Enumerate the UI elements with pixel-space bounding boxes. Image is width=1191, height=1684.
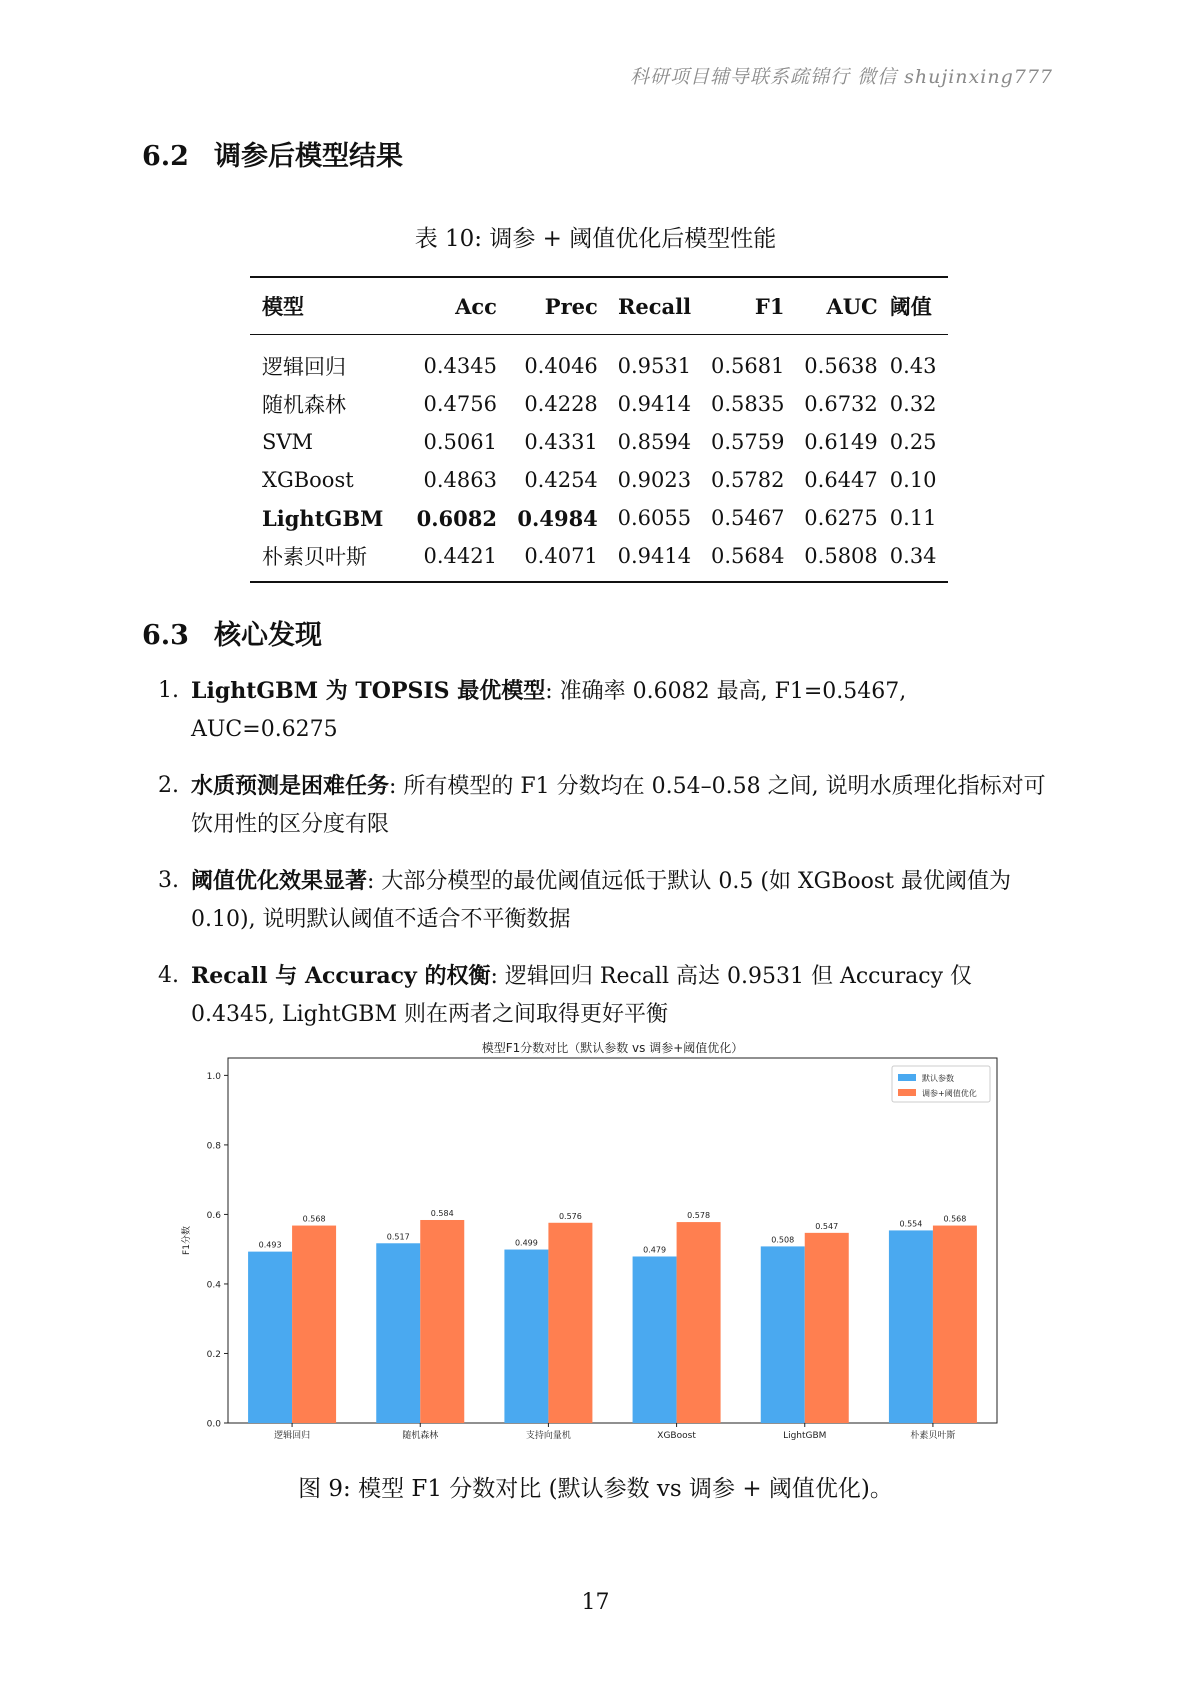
table-row xyxy=(250,537,948,582)
table-cell: 0.9414 xyxy=(617,544,692,568)
table-caption: 表 10: 调参 + 阈值优化后模型性能 xyxy=(414,226,777,252)
bar xyxy=(420,1220,464,1423)
table-cell: 0.5759 xyxy=(710,430,785,454)
section-heading-6-3 xyxy=(142,613,322,652)
table-cell: 0.4756 xyxy=(423,392,497,416)
table-cell: LightGBM xyxy=(262,505,384,531)
table-cell: 0.25 xyxy=(889,430,937,454)
watermark: 科研项目辅导联系疏锦行 微信 shujinxing777 xyxy=(630,66,1053,88)
x-tick-label: 支持向量机 xyxy=(525,1431,571,1441)
page-number: 17 xyxy=(581,1590,610,1615)
y-tick-label: 0.4 xyxy=(206,1280,221,1291)
table-cell: 0.9414 xyxy=(617,392,692,416)
bar-data-label: 0.584 xyxy=(430,1208,454,1218)
table-cell: 0.5681 xyxy=(710,354,785,378)
bar-data-label: 0.499 xyxy=(514,1238,538,1248)
table-cell: 0.32 xyxy=(889,392,937,416)
table-cell: 0.6082 xyxy=(416,505,497,531)
table-cell: 0.4345 xyxy=(423,354,497,378)
section-title: 核心发现 xyxy=(214,620,322,651)
y-tick-label: 1.0 xyxy=(206,1071,221,1082)
bar xyxy=(889,1230,933,1423)
list-index: 3. xyxy=(158,868,179,893)
table-cell: 随机森林 xyxy=(262,393,346,417)
table-cell: 0.8594 xyxy=(617,430,692,454)
section-heading-6-2 xyxy=(142,134,403,173)
section-number: 6.2 xyxy=(142,141,189,172)
legend-swatch xyxy=(898,1074,916,1081)
table-row xyxy=(250,335,948,386)
table-cell: 0.5782 xyxy=(710,468,785,492)
table-cell: 0.5638 xyxy=(804,354,878,378)
table-cell: 0.4984 xyxy=(517,505,598,531)
table-cell: XGBoost xyxy=(262,468,354,492)
table-cell: 0.5835 xyxy=(710,392,785,416)
bar xyxy=(933,1226,977,1423)
legend-swatch xyxy=(898,1089,916,1096)
y-tick-label: 0.0 xyxy=(206,1419,221,1430)
table-cell: 0.10 xyxy=(889,468,937,492)
bar-data-label: 0.578 xyxy=(687,1211,711,1221)
bar xyxy=(376,1243,420,1423)
table-cell: 0.6275 xyxy=(804,506,878,530)
table-cell: SVM xyxy=(262,430,314,454)
finding-text: : 准确率 0.6082 最高, F1=0.5467, AUC=0.6275 xyxy=(191,679,907,742)
table-row xyxy=(250,385,948,423)
bar xyxy=(548,1223,592,1423)
list-item xyxy=(158,957,1058,1034)
bar-data-label: 0.493 xyxy=(258,1240,282,1250)
y-tick-label: 0.6 xyxy=(206,1210,221,1221)
table-row xyxy=(250,461,948,499)
bar-data-label: 0.568 xyxy=(943,1214,967,1224)
table-cell: 0.9023 xyxy=(617,468,692,492)
table-row-best xyxy=(250,499,948,537)
bar-data-label: 0.547 xyxy=(815,1221,839,1231)
chart-canvas xyxy=(176,1040,1026,1455)
table-cell: 0.6149 xyxy=(804,430,878,454)
bar xyxy=(633,1256,677,1423)
bar-data-label: 0.479 xyxy=(643,1245,667,1255)
table-cell: 0.6732 xyxy=(804,392,878,416)
list-index: 1. xyxy=(158,678,179,703)
finding-lead: 阈值优化效果显著 xyxy=(191,868,368,894)
bar-data-label: 0.568 xyxy=(302,1214,326,1224)
y-tick-label: 0.2 xyxy=(206,1349,221,1360)
bar-data-label: 0.508 xyxy=(771,1235,795,1245)
bar xyxy=(248,1252,292,1423)
table-cell: 0.6055 xyxy=(617,506,692,530)
figure-caption: 图 9: 模型 F1 分数对比 (默认参数 vs 调参 + 阈值优化)。 xyxy=(298,1476,893,1502)
table-cell: 朴素贝叶斯 xyxy=(262,545,367,569)
bar-data-label: 0.517 xyxy=(386,1232,410,1242)
legend-label: 默认参数 xyxy=(922,1074,954,1083)
finding-lead: LightGBM 为 TOPSIS 最优模型 xyxy=(191,678,546,704)
table-cell: 0.4331 xyxy=(524,430,598,454)
bar xyxy=(677,1222,721,1423)
table-cell: 逻辑回归 xyxy=(262,355,346,379)
table-cell: 0.43 xyxy=(889,354,937,378)
y-tick-label: 0.8 xyxy=(206,1141,221,1152)
f1-comparison-chart xyxy=(176,1040,1026,1455)
plot-frame xyxy=(228,1058,997,1423)
y-axis-label: F1分数 xyxy=(182,1226,192,1255)
finding-text: : 大部分模型的最优阈值远低于默认 0.5 (如 XGBoost 最优阈值为 0.10), 说明默认阈值不适合不平衡数据 xyxy=(191,869,1011,932)
table-cell: 0.4046 xyxy=(524,354,598,378)
list-item xyxy=(158,672,1058,749)
x-tick-label: XGBoost xyxy=(657,1431,696,1441)
table-cell: 0.4071 xyxy=(524,544,598,568)
column-header: Recall xyxy=(604,277,697,335)
column-header: Prec xyxy=(503,277,604,335)
finding-lead: 水质预测是困难任务 xyxy=(191,773,390,799)
table-cell: 0.34 xyxy=(889,544,937,568)
bar xyxy=(504,1250,548,1423)
table-cell: 0.6447 xyxy=(804,468,878,492)
table-cell: 0.5467 xyxy=(710,506,785,530)
finding-text: : 逻辑回归 Recall 高达 0.9531 但 Accuracy 仅 0.4345, LightGBM 则在两者之间取得更好平衡 xyxy=(191,964,973,1027)
chart-title: 模型F1分数对比（默认参数 vs 调参+阈值优化） xyxy=(481,1041,744,1055)
legend-label: 调参+阈值优化 xyxy=(922,1089,977,1098)
bar-data-label: 0.576 xyxy=(558,1211,582,1221)
bar-data-label: 0.554 xyxy=(899,1219,923,1229)
results-table xyxy=(250,276,948,583)
table-cell: 0.4863 xyxy=(423,468,497,492)
section-number: 6.3 xyxy=(142,620,189,651)
table-cell: 0.5061 xyxy=(423,430,497,454)
findings-list xyxy=(158,672,1058,1052)
column-header: F1 xyxy=(697,277,790,335)
table-cell: 0.4228 xyxy=(524,392,598,416)
column-header: 阈值 xyxy=(884,277,948,335)
column-header: Acc xyxy=(402,277,503,335)
finding-lead: Recall 与 Accuracy 的权衡 xyxy=(191,963,491,989)
x-tick-label: LightGBM xyxy=(783,1431,827,1441)
table-header-row xyxy=(250,277,948,335)
x-tick-label: 随机森林 xyxy=(402,1431,439,1441)
bar xyxy=(292,1226,336,1423)
x-tick-label: 朴素贝叶斯 xyxy=(910,1431,956,1441)
list-item xyxy=(158,767,1058,844)
table-cell: 0.5684 xyxy=(710,544,785,568)
table-row xyxy=(250,423,948,461)
table-cell: 0.4421 xyxy=(423,544,497,568)
bar xyxy=(805,1233,849,1423)
list-item xyxy=(158,862,1058,939)
table-cell: 0.5808 xyxy=(804,544,878,568)
column-header: 模型 xyxy=(250,277,402,335)
list-index: 2. xyxy=(158,773,179,798)
finding-text: : 所有模型的 F1 分数均在 0.54–0.58 之间, 说明水质理化指标对可饮用性的区分度有限 xyxy=(191,774,1046,837)
column-header: AUC xyxy=(790,277,883,335)
table-cell: 0.4254 xyxy=(524,468,598,492)
section-title: 调参后模型结果 xyxy=(214,141,403,172)
bar xyxy=(761,1246,805,1423)
table-cell: 0.9531 xyxy=(617,354,692,378)
list-index: 4. xyxy=(158,963,179,988)
x-tick-label: 逻辑回归 xyxy=(274,1431,311,1441)
table-cell: 0.11 xyxy=(889,506,937,530)
